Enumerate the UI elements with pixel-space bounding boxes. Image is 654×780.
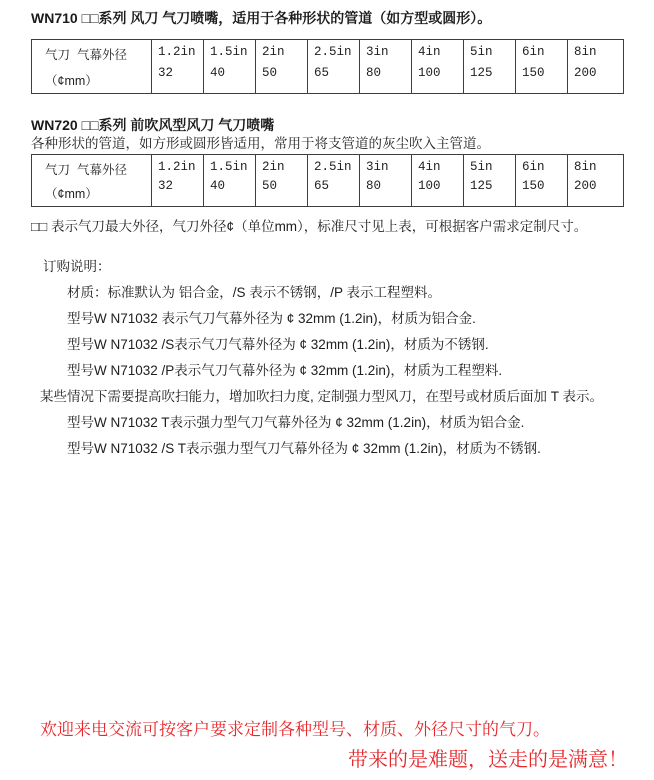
table-header-line1: 气刀 气幕外径 xyxy=(45,48,127,62)
wn710-title: WN710 □□系列 风刀 气刀喷嘴，适用于各种形状的管道（如方型或圆形）。 xyxy=(31,10,492,26)
size-cell: 6in 150 xyxy=(516,40,568,94)
table-row xyxy=(32,40,624,94)
wn720-size-table xyxy=(31,154,624,207)
size-cell: 4in 100 xyxy=(412,40,464,94)
size-cell: 2.5in 65 xyxy=(308,155,360,207)
ordering-heading: 订购说明： xyxy=(43,259,111,274)
size-cell: 8in 200 xyxy=(568,155,624,207)
size-cell: 5in 125 xyxy=(464,155,516,207)
wn720-title: WN720 □□系列 前吹风型风刀 气刀喷嘴 xyxy=(31,117,275,133)
size-cell: 1.5in 40 xyxy=(204,40,256,94)
footer xyxy=(0,720,654,772)
footer-line-slogan: 带来的是难题，送走的是满意！ xyxy=(348,749,628,771)
ordering-line-model-p: 型号W N71032 /P表示气刀气幕外径为 ¢ 32mm (1.2in)，材质为工程塑料. xyxy=(67,363,503,378)
ordering-line-strong-intro: 某些情况下需要提高吹扫能力，增加吹扫力度, 定制强力型风刀，在型号或材质后面加 T 表示。 xyxy=(40,389,604,404)
wn710-size-table xyxy=(31,39,624,94)
size-note: □□ 表示气刀最大外径，气刀外径¢（单位mm），标准尺寸见上表，可根据客户需求定制尺寸。 xyxy=(31,219,588,234)
size-cell: 1.5in 40 xyxy=(204,155,256,207)
wn720-subtitle: 各种形状的管道，如方形或圆形皆适用，常用于将支管道的灰尘吹入主管道。 xyxy=(31,136,490,151)
size-cell: 2in 50 xyxy=(256,155,308,207)
ordering-line-material: 材质：标准默认为 铝合金，/S 表示不锈钢，/P 表示工程塑料。 xyxy=(67,285,442,300)
table-header-cell xyxy=(32,40,152,94)
size-cell: 2in 50 xyxy=(256,40,308,94)
table-header-cell xyxy=(32,155,152,207)
ordering-line-model-s: 型号W N71032 /S表示气刀气幕外径为 ¢ 32mm (1.2in)，材质为不锈钢. xyxy=(67,337,489,352)
ordering-line-model-st: 型号W N71032 /S T表示强力型气刀气幕外径为 ¢ 32mm (1.2in)，材质为不锈钢. xyxy=(67,441,541,456)
footer-line-welcome: 欢迎来电交流可按客户要求定制各种型号、材质、外径尺寸的气刀。 xyxy=(40,720,550,739)
table-header-line2: （¢mm） xyxy=(45,74,98,88)
size-cell: 1.2in 32 xyxy=(152,40,204,94)
size-cell: 1.2in 32 xyxy=(152,155,204,207)
ordering-line-model-t: 型号W N71032 T表示强力型气刀气幕外径为 ¢ 32mm (1.2in)，材质为铝合金. xyxy=(67,415,525,430)
size-cell: 2.5in 65 xyxy=(308,40,360,94)
size-cell: 8in 200 xyxy=(568,40,624,94)
ordering-line-model-default: 型号W N71032 表示气刀气幕外径为 ¢ 32mm (1.2in)，材质为铝合金. xyxy=(67,311,476,326)
table-header-line2: （¢mm） xyxy=(45,187,98,201)
size-cell: 5in 125 xyxy=(464,40,516,94)
table-row xyxy=(32,155,624,207)
size-cell: 4in 100 xyxy=(412,155,464,207)
size-cell: 3in 80 xyxy=(360,40,412,94)
size-cell: 6in 150 xyxy=(516,155,568,207)
size-cell: 3in 80 xyxy=(360,155,412,207)
table-header-line1: 气刀 气幕外径 xyxy=(45,163,127,177)
